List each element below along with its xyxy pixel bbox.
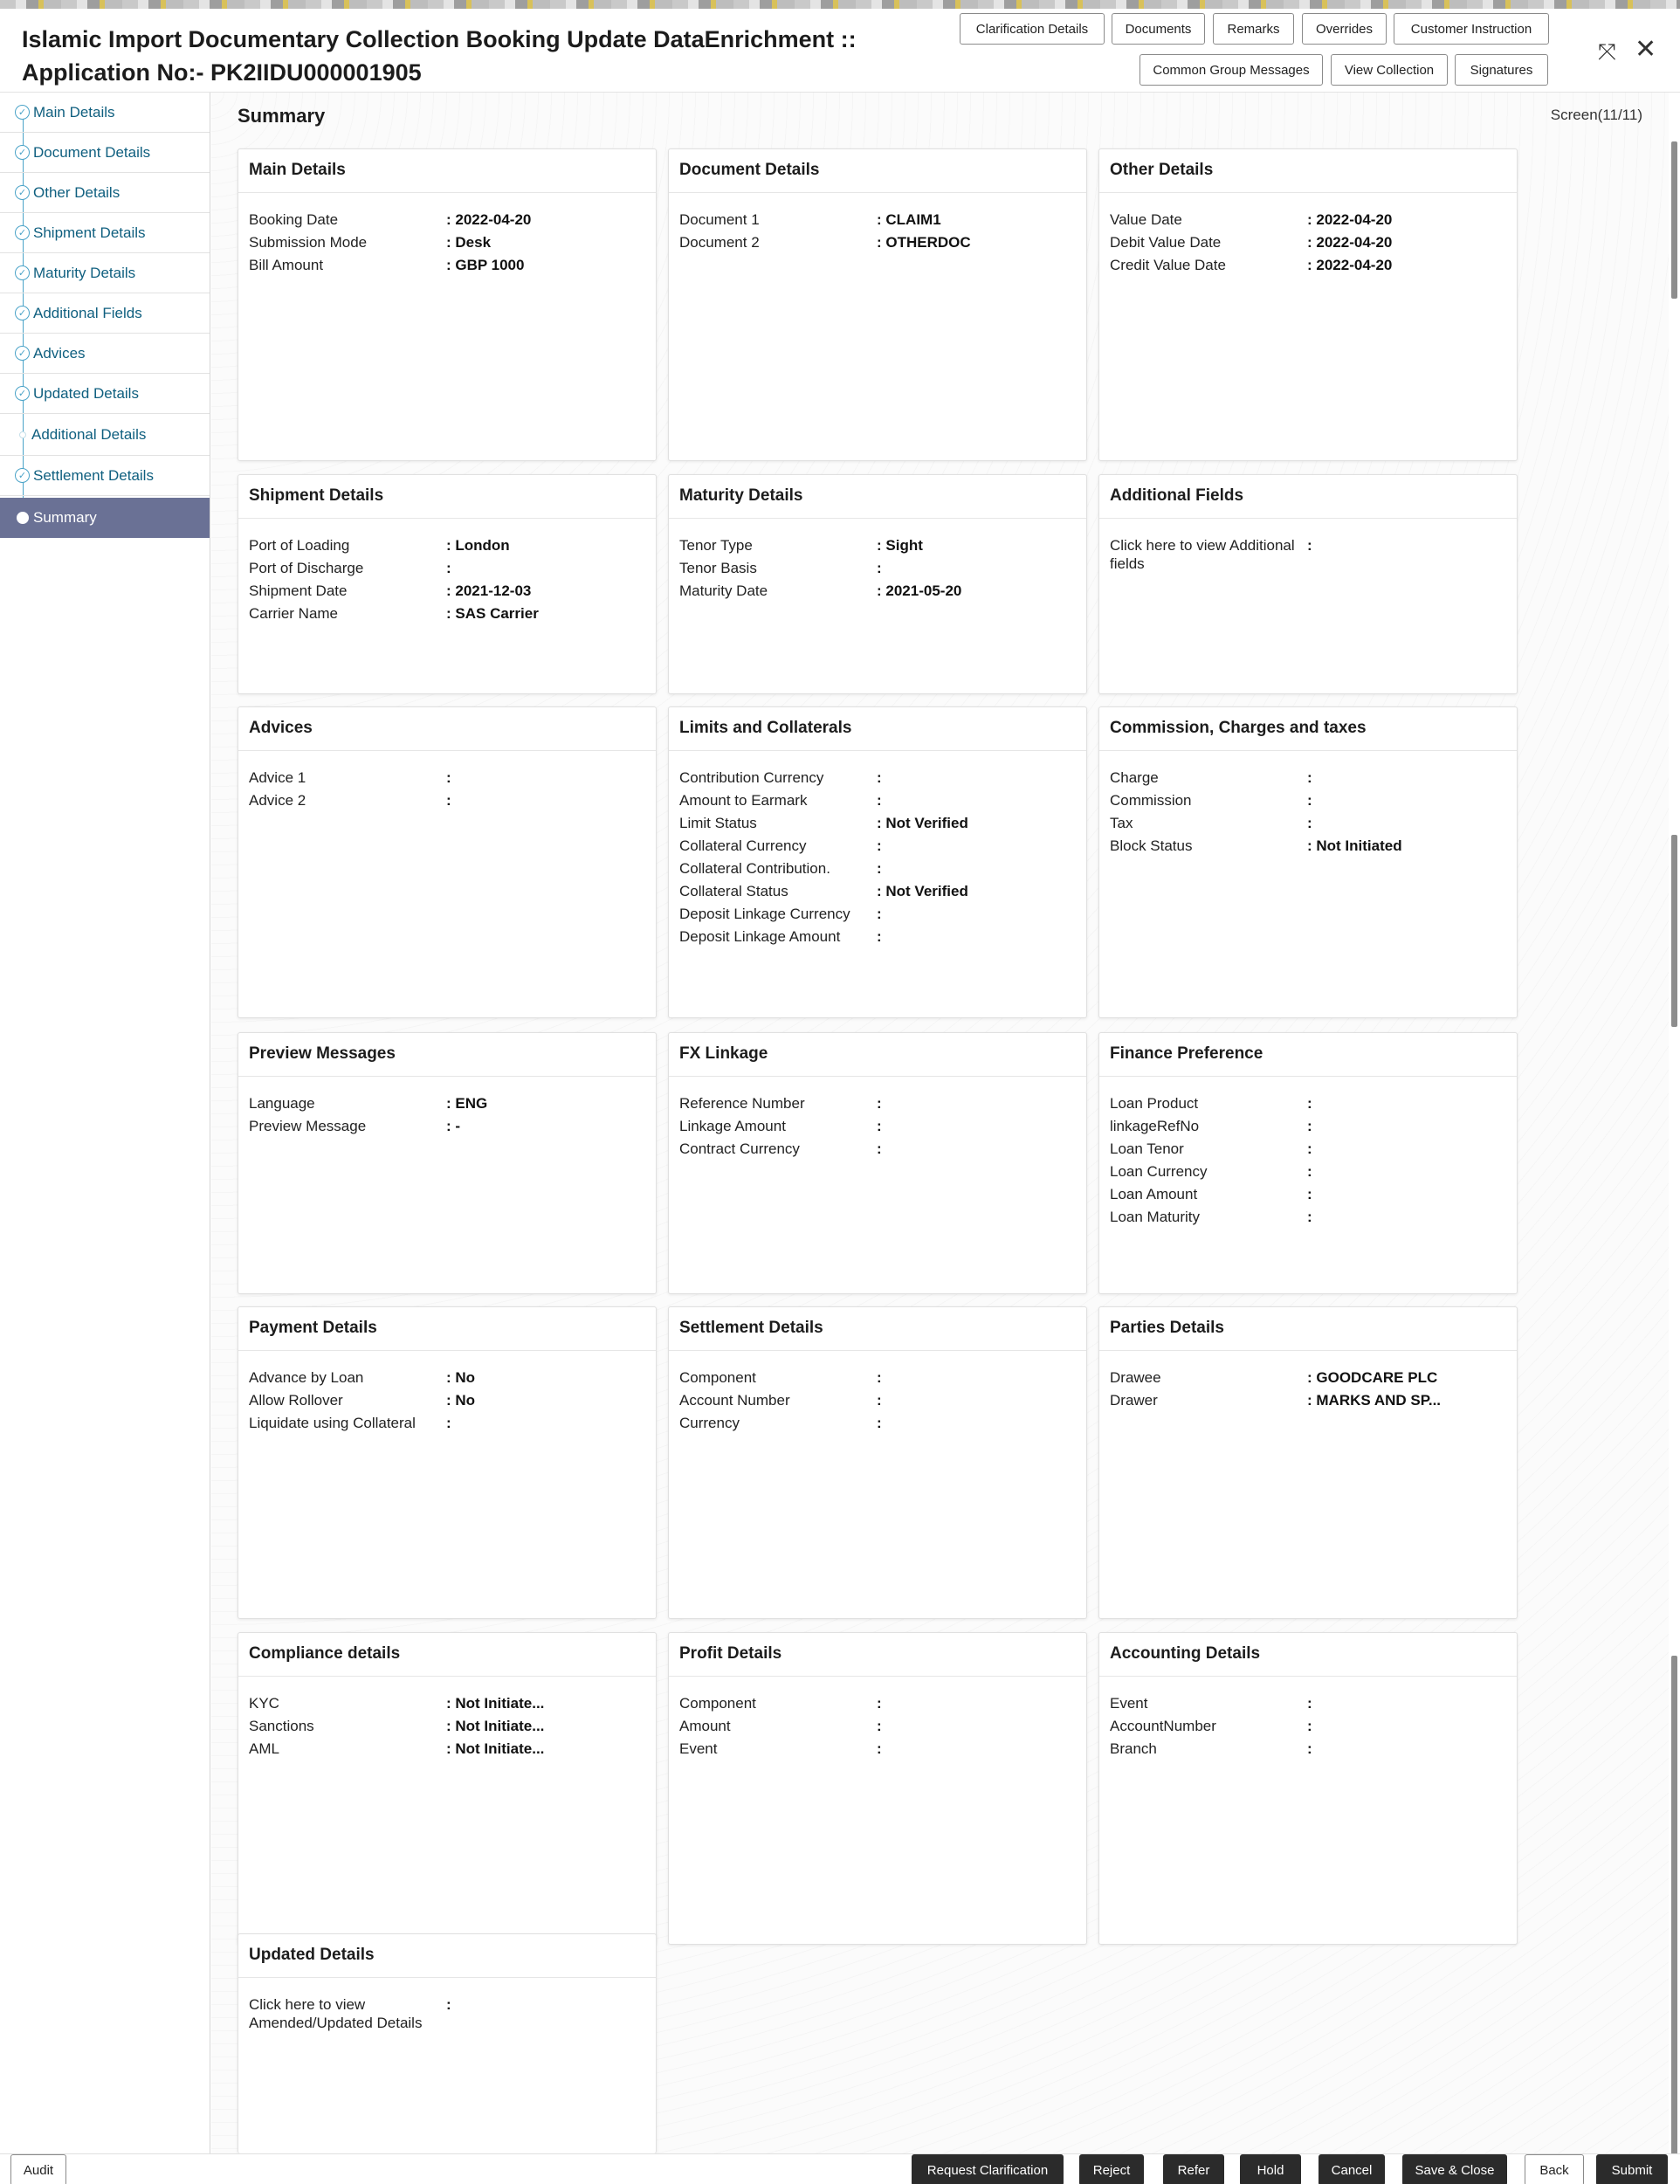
field-label: Commission [1110,792,1192,809]
card-title: Main Details [238,149,656,193]
check-circle-icon: ✓ [15,386,30,401]
field-label: Reference Number [679,1095,805,1112]
field-label: Advice 1 [249,769,306,786]
sidebar-item-maturity-details[interactable] [0,253,210,293]
field-row: Preview Message : - [249,1115,645,1138]
card-title: FX Linkage [669,1033,1086,1077]
field-row: Debit Value Date : 2022-04-20 [1110,231,1506,254]
field-label: Value Date [1110,211,1182,228]
customer-instruction-button[interactable]: Customer Instruction [1394,13,1549,45]
card-other-details[interactable] [1098,148,1518,461]
card-title: Maturity Details [669,475,1086,519]
field-value: GOODCARE PLC [1316,1369,1438,1386]
card-title: Settlement Details [669,1307,1086,1351]
field-label: Drawer [1110,1392,1158,1409]
field-row: Collateral Currency : [679,835,1076,858]
field-row: linkageRefNo : [1110,1115,1506,1138]
close-icon[interactable]: ✕ [1635,35,1657,64]
scrollbar-thumb[interactable] [1671,1656,1677,2184]
field-row: Allow Rollover : No [249,1389,645,1412]
card-settlement-details[interactable] [668,1306,1087,1619]
field-label: Deposit Linkage Amount [679,928,841,945]
field-row: AccountNumber : [1110,1715,1506,1738]
field-value: 2022-04-20 [1316,234,1393,251]
field-row: Amount : [679,1715,1076,1738]
field-row: Click here to view Additional fields : [1110,534,1506,573]
field-row: Loan Maturity : [1110,1206,1506,1229]
field-label: Linkage Amount [679,1118,786,1134]
card-shipment-details[interactable] [238,474,657,694]
sidebar-item-label: Main Details [33,103,115,121]
card-title: Commission, Charges and taxes [1099,707,1517,751]
refer-button[interactable]: Refer [1163,2154,1224,2184]
hold-button[interactable]: Hold [1240,2154,1301,2184]
field-label: KYC [249,1695,279,1712]
field-row: Deposit Linkage Currency : [679,903,1076,926]
field-row: Block Status : Not Initiated [1110,835,1506,858]
field-label: Contract Currency [679,1140,800,1157]
field-label: Loan Amount [1110,1186,1198,1202]
save-and-close-button[interactable]: Save & Close [1402,2154,1507,2184]
sidebar-item-main-details[interactable] [0,93,210,133]
card-title: Advices [238,707,656,751]
sidebar-item-label: Summary [33,509,97,526]
field-row: Advice 2 : [249,789,645,812]
summary-panel [211,93,1669,2153]
field-row: Amount to Earmark : [679,789,1076,812]
field-row: Contract Currency : [679,1138,1076,1161]
card-main-details[interactable] [238,148,657,461]
field-row: KYC : Not Initiate... [249,1692,645,1715]
collapse-icon[interactable]: ⤧ [1598,38,1616,65]
field-row: AML : Not Initiate... [249,1738,645,1760]
card-title: Compliance details [238,1633,656,1677]
field-value: SAS Carrier [455,605,539,622]
card-preview-messages[interactable] [238,1032,657,1294]
field-row: Document 1 : CLAIM1 [679,209,1076,231]
field-value: No [455,1392,476,1409]
field-label: Collateral Currency [679,837,807,854]
field-label: Liquidate using Collateral [249,1415,416,1431]
field-value: CLAIM1 [885,211,941,228]
card-title: Updated Details [238,1934,656,1978]
field-row: Branch : [1110,1738,1506,1760]
field-row: Port of Discharge : [249,557,645,580]
field-row: Carrier Name : SAS Carrier [249,603,645,625]
field-label: Tax [1110,815,1133,831]
field-value: Not Initiate... [455,1695,545,1712]
card-title: Profit Details [669,1633,1086,1677]
field-row: Sanctions : Not Initiate... [249,1715,645,1738]
field-label: Event [679,1740,718,1757]
overrides-button[interactable]: Overrides [1302,13,1387,45]
field-row: Collateral Contribution. : [679,858,1076,880]
scrollbar-thumb[interactable] [1671,141,1677,299]
card-advices[interactable] [238,706,657,1018]
field-label: Document 1 [679,211,760,228]
step-dot-icon [19,431,26,438]
field-row: Deposit Linkage Amount : [679,926,1076,948]
card-finance-preference[interactable] [1098,1032,1518,1294]
field-label: Maturity Date [679,582,768,599]
check-circle-icon: ✓ [15,185,30,200]
field-label: Account Number [679,1392,790,1409]
card-title: Preview Messages [238,1033,656,1077]
field-value: ENG [455,1095,488,1112]
documents-button[interactable]: Documents [1112,13,1205,45]
screen-indicator: Screen(11/11) [1550,107,1642,123]
card-fx-linkage[interactable] [668,1032,1087,1294]
card-title: Document Details [669,149,1086,193]
card-limits-and-collaterals[interactable] [668,706,1087,1018]
field-row: Submission Mode : Desk [249,231,645,254]
sidebar-item-label: Additional Fields [33,304,142,321]
field-label: Loan Currency [1110,1163,1208,1180]
field-row: Document 2 : OTHERDOC [679,231,1076,254]
card-title: Additional Fields [1099,475,1517,519]
clarification-details-button[interactable]: Clarification Details [960,13,1105,45]
field-row: Credit Value Date : 2022-04-20 [1110,254,1506,277]
field-row: Loan Amount : [1110,1183,1506,1206]
common-group-messages-button[interactable]: Common Group Messages [1140,54,1323,86]
field-value: - [455,1118,461,1134]
card-title: Other Details [1099,149,1517,193]
view-collection-button[interactable]: View Collection [1331,54,1448,86]
field-label: Contribution Currency [679,769,824,786]
field-label: Submission Mode [249,234,368,251]
cancel-button[interactable]: Cancel [1319,2154,1385,2184]
field-value: 2021-12-03 [455,582,532,599]
field-value: Not Initiate... [455,1718,545,1734]
check-circle-icon: ✓ [15,105,30,120]
field-row: Event : [1110,1692,1506,1715]
sidebar-item-updated-details[interactable] [0,374,210,414]
card-compliance-details[interactable] [238,1632,657,1945]
card-updated-details[interactable] [238,1933,657,2153]
card-payment-details[interactable] [238,1306,657,1619]
card-title: Payment Details [238,1307,656,1351]
card-document-details[interactable] [668,148,1087,461]
remarks-button[interactable]: Remarks [1213,13,1294,45]
field-label: linkageRefNo [1110,1118,1200,1134]
sidebar-item-label: Document Details [33,143,151,161]
field-value: No [455,1369,476,1386]
check-circle-icon: ✓ [15,145,30,160]
field-row: Account Number : [679,1389,1076,1412]
field-label: Shipment Date [249,582,348,599]
view-updated-details-link[interactable]: Click here to view Amended/Updated Details [249,1996,423,2031]
header-decoration-strip [0,0,1680,9]
field-label: Loan Product [1110,1095,1199,1112]
active-step-icon [17,512,29,524]
field-label: Deposit Linkage Currency [679,906,850,922]
field-label: Credit Value Date [1110,257,1226,273]
field-label: AccountNumber [1110,1718,1216,1734]
field-value: London [455,537,510,554]
check-circle-icon: ✓ [15,265,30,280]
card-profit-details[interactable] [668,1632,1087,1945]
field-row: Shipment Date : 2021-12-03 [249,580,645,603]
card-parties-details[interactable] [1098,1306,1518,1619]
field-row: Maturity Date : 2021-05-20 [679,580,1076,603]
sidebar-item-label: Advices [33,344,86,362]
page-title: Islamic Import Documentary Collection Booking Update DataEnrichment :: Application No:- PK2IIDU000001905 [22,26,857,86]
sidebar-item-other-details[interactable] [0,173,210,213]
field-value: Not Verified [885,815,968,831]
field-row: Value Date : 2022-04-20 [1110,209,1506,231]
field-label: Amount [679,1718,731,1734]
field-label: Event [1110,1695,1148,1712]
field-label: Charge [1110,769,1159,786]
submit-button[interactable]: Submit [1596,2154,1668,2184]
field-row: Language : ENG [249,1092,645,1115]
sidebar-item-label: Maturity Details [33,264,136,281]
footer-action-bar [0,2153,1680,2184]
field-value: 2022-04-20 [455,211,532,228]
field-row: Liquidate using Collateral : [249,1412,645,1435]
card-title: Limits and Collaterals [669,707,1086,751]
field-value: 2022-04-20 [1316,211,1393,228]
field-label: Collateral Status [679,883,788,899]
field-row: Limit Status : Not Verified [679,812,1076,835]
field-row: Click here to view Amended/Updated Details : [249,1994,645,2032]
field-label: Allow Rollover [249,1392,343,1409]
field-label: Bill Amount [249,257,324,273]
field-row: Tenor Type : Sight [679,534,1076,557]
sidebar-item-label: Updated Details [33,384,139,402]
field-row: Commission : [1110,789,1506,812]
field-label: Loan Maturity [1110,1209,1200,1225]
page-section-title: Summary [238,105,326,127]
field-label: Amount to Earmark [679,792,808,809]
field-value: Not Verified [885,883,968,899]
card-accounting-details[interactable] [1098,1632,1518,1945]
field-label: Drawee [1110,1369,1161,1386]
field-value: GBP 1000 [455,257,525,273]
card-additional-fields[interactable] [1098,474,1518,694]
field-value: 2021-05-20 [885,582,962,599]
field-label: Port of Loading [249,537,350,554]
field-row: Bill Amount : GBP 1000 [249,254,645,277]
field-row: Advice 1 : [249,767,645,789]
field-row: Loan Product : [1110,1092,1506,1115]
field-label: Collateral Contribution. [679,860,830,877]
sidebar-item-summary[interactable] [0,498,210,538]
sidebar-item-label: Settlement Details [33,466,154,484]
reject-button[interactable]: Reject [1079,2154,1144,2184]
field-row: Linkage Amount : [679,1115,1076,1138]
field-label: Preview Message [249,1118,367,1134]
field-label: Branch [1110,1740,1157,1757]
field-row: Collateral Status : Not Verified [679,880,1076,903]
field-label: Component [679,1695,756,1712]
sidebar-item-label: Other Details [33,183,120,201]
card-commission-charges-taxes[interactable] [1098,706,1518,1018]
field-label: Language [249,1095,315,1112]
check-circle-icon: ✓ [15,225,30,240]
field-label: Currency [679,1415,740,1431]
field-row: Port of Loading : London [249,534,645,557]
field-label: Loan Tenor [1110,1140,1184,1157]
field-row: Event : [679,1738,1076,1760]
field-label: AML [249,1740,279,1757]
field-value: 2022-04-20 [1316,257,1393,273]
sidebar-item-advices[interactable] [0,334,210,374]
field-row: Charge : [1110,767,1506,789]
card-title: Shipment Details [238,475,656,519]
check-circle-icon: ✓ [15,306,30,320]
field-row: Loan Currency : [1110,1161,1506,1183]
field-row: Tax : [1110,812,1506,835]
field-label: Debit Value Date [1110,234,1222,251]
sidebar-nav [0,93,210,2153]
view-additional-fields-link[interactable]: Click here to view Additional fields [1110,537,1295,572]
field-row: Component : [679,1367,1076,1389]
field-value: OTHERDOC [885,234,971,251]
field-label: Sanctions [249,1718,314,1734]
check-circle-icon: ✓ [15,346,30,361]
field-label: Port of Discharge [249,560,364,576]
field-label: Booking Date [249,211,339,228]
field-row: Drawer : MARKS AND SP... [1110,1389,1506,1412]
sidebar-item-label: Additional Details [31,425,147,443]
back-button[interactable]: Back [1525,2154,1584,2184]
field-label: Tenor Type [679,537,753,554]
field-label: Limit Status [679,815,757,831]
field-row: Drawee : GOODCARE PLC [1110,1367,1506,1389]
scrollbar-thumb[interactable] [1671,835,1677,1027]
sidebar-item-additional-details[interactable] [0,414,210,456]
sidebar-item-document-details[interactable] [0,133,210,173]
field-value: Not Initiate... [455,1740,545,1757]
field-row: Component : [679,1692,1076,1715]
field-row: Loan Tenor : [1110,1138,1506,1161]
card-title: Parties Details [1099,1307,1517,1351]
field-row: Contribution Currency : [679,767,1076,789]
field-value: MARKS AND SP... [1316,1392,1442,1409]
sidebar-item-label: Shipment Details [33,224,146,241]
field-row: Advance by Loan : No [249,1367,645,1389]
sidebar-item-settlement-details[interactable] [0,456,210,496]
field-value: Not Initiated [1316,837,1402,854]
field-label: Block Status [1110,837,1193,854]
field-label: Tenor Basis [679,560,757,576]
card-maturity-details[interactable] [668,474,1087,694]
page-header [0,9,1680,93]
field-value: Desk [455,234,492,251]
field-row: Reference Number : [679,1092,1076,1115]
sidebar-item-additional-fields[interactable] [0,293,210,334]
check-circle-icon: ✓ [15,468,30,483]
sidebar-item-shipment-details[interactable] [0,213,210,253]
request-clarification-button[interactable]: Request Clarification [912,2154,1064,2184]
field-label: Advice 2 [249,792,306,809]
card-title: Finance Preference [1099,1033,1517,1077]
signatures-button[interactable]: Signatures [1455,54,1548,86]
vertical-scrollbar[interactable] [1669,93,1680,2153]
field-row: Tenor Basis : [679,557,1076,580]
audit-button[interactable]: Audit [10,2154,66,2184]
field-label: Component [679,1369,756,1386]
field-label: Advance by Loan [249,1369,364,1386]
field-row: Booking Date : 2022-04-20 [249,209,645,231]
field-label: Carrier Name [249,605,339,622]
field-value: Sight [885,537,923,554]
field-row: Currency : [679,1412,1076,1435]
card-title: Accounting Details [1099,1633,1517,1677]
field-label: Document 2 [679,234,760,251]
